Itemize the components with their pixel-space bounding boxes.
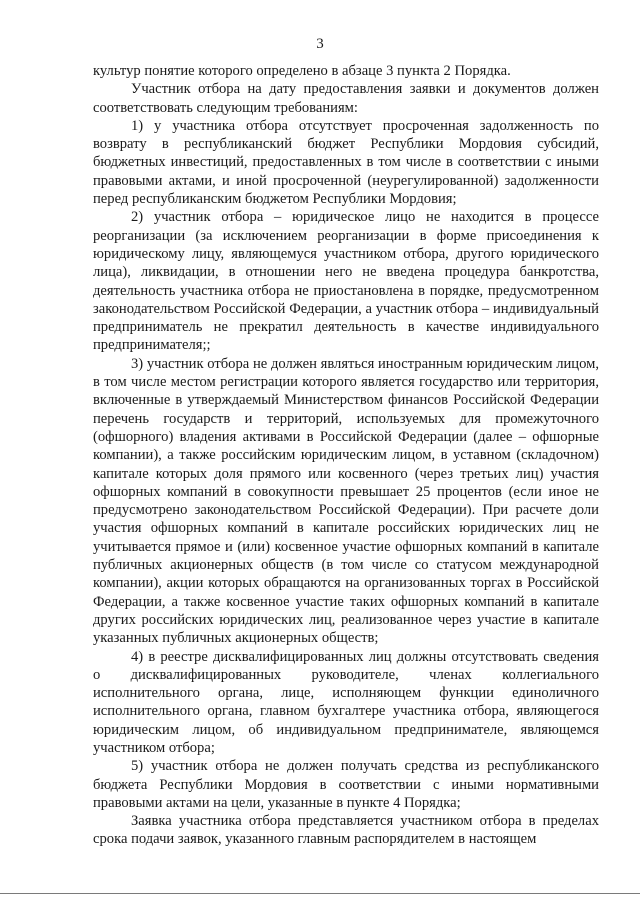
paragraph-application-submission: Заявка участника отбора представляется участником отбора в пределах срока подачи заявок, указанного главным распорядителем в настоящем xyxy=(93,813,599,848)
document-body xyxy=(93,62,599,849)
paragraph-requirement-2: 2) участник отбора – юридическое лицо не находится в процессе реорганизации (за исключением реорганизации в форме присоединения к юридическому лицу, являющемуся участником отбора, другого юридического лица), ликвидации, в отношении него не введена процедура банкротства, деятельность участника отбора не приостановлена в порядке, предусмотренном законодательством Российской Федерации, а участник отбора – индивидуальный предприниматель не прекратил деятельность в качестве индивидуального предпринимателя;; xyxy=(93,209,599,354)
paragraph-continuation: культур понятие которого определено в абзаце 3 пункта 2 Порядка. xyxy=(93,63,511,79)
paragraph-requirement-3: 3) участник отбора не должен являться иностранным юридическим лицом, в том числе местом регистрации которого является государство или территория, включенные в утверждаемый Министерством финансов Российской Федерации перечень государств и территорий, используемых для промежуточного (офшорного) владения активами в Российской Федерации (далее – офшорные компании), а также российским юридическим лицом, в уставном (складочном) капитале которых доля прямого или косвенного (через третьих лиц) участия офшорных компаний в совокупности превышает 25 процентов (если иное не предусмотрено законодательством Российской Федерации). При расчете доли участия офшорных компаний в капитале российских юридических лиц не учитывается прямое и (или) косвенное участие офшорных компаний в капитале публичных акционерных обществ (в том числе со статусом международной компании), акции которых обращаются на организованных торгах в Российской Федерации, а также косвенное участие таких офшорных компаний в капитале других российских юридических лиц, реализованное через участие в капитале указанных публичных акционерных обществ; xyxy=(93,355,599,647)
bottom-divider xyxy=(0,893,640,894)
page-number: 3 xyxy=(316,36,324,52)
paragraph-requirements-intro: Участник отбора на дату предоставления заявки и документов должен соответствовать следующим требованиям: xyxy=(93,81,599,116)
paragraph-requirement-4: 4) в реестре дисквалифицированных лиц должны отсутствовать сведения о дисквалифицированных руководителе, членах коллегиального исполнительного органа, лице, исполняющем функции единоличного исполнительного органа, главном бухгалтере участника отбора, являющегося юридическим лицом, об индивидуальном предпринимателе, являющемся участником отбора; xyxy=(93,648,599,756)
paragraph-requirement-1: 1) у участника отбора отсутствует просроченная задолженность по возврату в республиканский бюджет Республики Мордовия субсидий, бюджетных инвестиций, предоставленных в том числе в соответствии с иными правовыми актами, и иной просроченной (неурегулированной) задолженности перед республиканским бюджетом Республики Мордовия; xyxy=(93,117,599,208)
paragraph-requirement-5: 5) участник отбора не должен получать средства из республиканского бюджета Республики Мордовия в соответствии с иными нормативными правовыми актами на цели, указанные в пункте 4 Порядка; xyxy=(93,758,599,811)
